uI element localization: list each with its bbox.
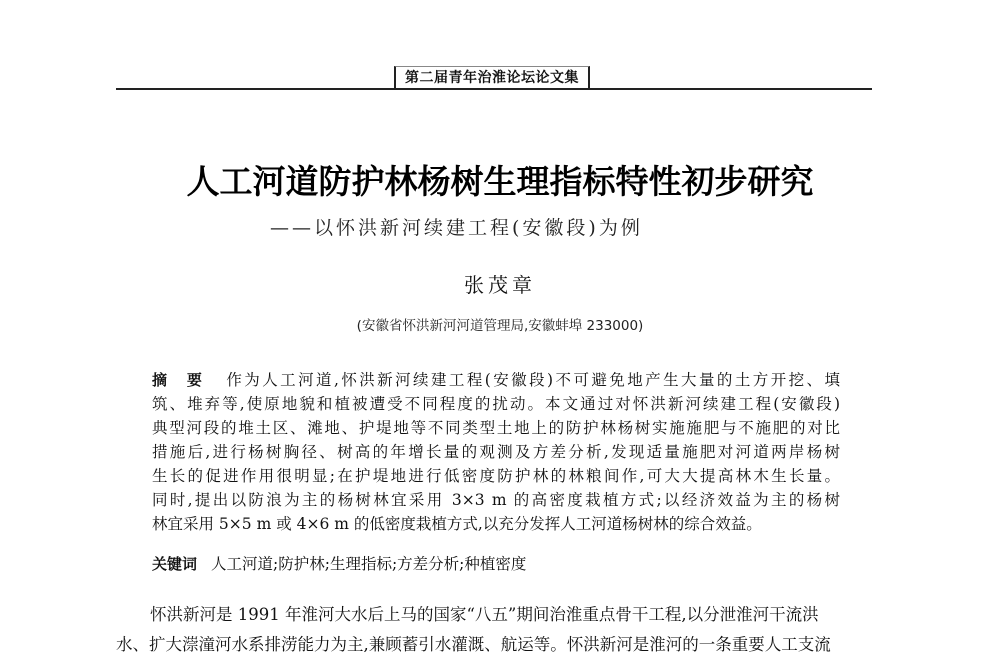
abstract-line: 筑、堆弃等,使原地貌和植被遭受不同程度的扰动。本文通过对怀洪新河续建工程(安徽段) <box>152 395 840 413</box>
running-header: 第二届青年治淮论坛论文集 <box>394 66 590 88</box>
header-rule <box>116 88 872 90</box>
author-name: 张茂章 <box>464 273 536 297</box>
abstract-line: 措施后,进行杨树胸径、树高的年增长量的观测及方差分析,发现适量施肥对河道两岸杨树 <box>152 443 840 461</box>
abstract-line-text: 作为人工河道,怀洪新河续建工程(安徽段)不可避免地产生大量的土方开挖、填 <box>226 371 840 389</box>
abstract-line <box>152 368 840 392</box>
abstract-line: 典型河段的堆土区、滩地、护堤地等不同类型土地上的防护林杨树实施施肥与不施肥的对比 <box>152 419 840 437</box>
paper-title: 人工河道防护林杨树生理指标特性初步研究 <box>186 162 814 201</box>
paper-subtitle: ——以怀洪新河续建工程(安徽段)为例 <box>270 217 643 239</box>
keywords <box>152 552 840 576</box>
abstract-line: 同时,提出以防浪为主的杨树林宜采用 3×3 m 的高密度栽植方式;以经济效益为主的杨树 <box>152 491 840 509</box>
keywords-text: 人工河道;防护林;生理指标;方差分析;种植密度 <box>211 555 527 573</box>
abstract-line: 生长的促进作用很明显;在护堤地进行低密度防护林的林粮间作,可大大提高林木生长量。 <box>152 467 840 485</box>
author-affiliation: (安徽省怀洪新河河道管理局,安徽蚌埠 233000) <box>356 318 644 334</box>
body-text <box>116 600 876 660</box>
abstract-label: 摘 要 <box>152 371 205 389</box>
abstract <box>152 368 840 536</box>
abstract-line: 林宜采用 5×5 m 或 4×6 m 的低密度栽植方式,以充分发挥人工河道杨树林的综合效益。 <box>152 515 762 533</box>
keywords-label: 关键词 <box>152 555 198 573</box>
body-line: 水、扩大漴潼河水系排涝能力为主,兼顾蓄引水灌溉、航运等。怀洪新河是淮河的一条重要人工支流 <box>116 635 831 654</box>
body-line: 怀洪新河是 1991 年淮河大水后上马的国家“八五”期间治淮重点骨干工程,以分泄淮河干流洪 <box>150 605 819 624</box>
